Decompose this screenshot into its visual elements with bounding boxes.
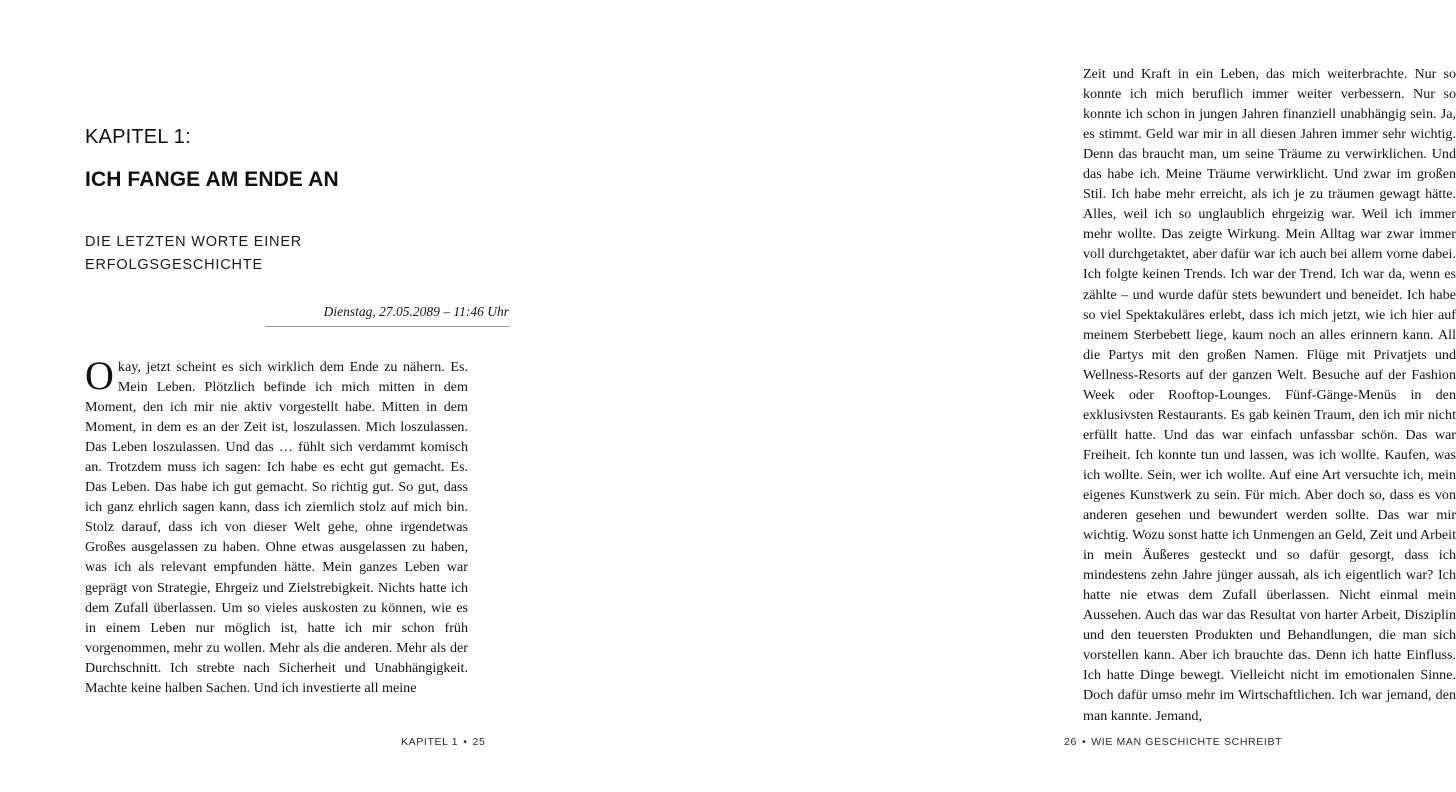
- chapter-heading-block: [85, 125, 485, 192]
- right-page: [510, 0, 1456, 792]
- left-column-text: [85, 353, 468, 698]
- footer-book-title: WIE MAN GESCHICHTE SCHREIBT: [1091, 736, 1283, 748]
- right-column-text: [1083, 64, 1456, 726]
- chapter-kicker: KAPITEL 1:: [85, 126, 191, 148]
- left-page-footer: [401, 736, 486, 748]
- subheading-line-2: ERFOLGSGESCHICHTE: [85, 257, 263, 274]
- chapter-subheading: [85, 231, 485, 278]
- footer-separator-icon: •: [1081, 736, 1087, 748]
- footer-chapter-label: KAPITEL 1: [401, 736, 459, 748]
- footer-page-number: 26: [1064, 736, 1077, 748]
- footer-page-number: 25: [472, 736, 486, 748]
- footer-separator-icon: •: [463, 736, 468, 748]
- entry-timestamp: Dienstag, 27.05.2089 – 11:46 Uhr: [323, 304, 509, 319]
- timestamp-block: [85, 303, 510, 327]
- timestamp-divider: [265, 326, 510, 327]
- left-page: [0, 0, 510, 792]
- subheading-line-1: DIE LETZTEN WORTE EINER: [85, 234, 303, 250]
- left-body-paragraph: Okay, jetzt scheint es sich wirklich dem Ende zu nähern. Es. Mein Leben. Plötzlich befinde ich mich mitten in dem Moment, den ich mir nie aktiv vorgestellt habe. Mitten in dem Moment, in dem es an der Zeit ist, loszulassen. Mich loszulassen. Das Leben loszulassen. Und das … fühlt sich verdammt komisch an. Trotzdem muss ich sagen: Ich habe es echt gut gemacht. Es. Das Leben. Das habe ich gut gemacht. So richtig gut. So gut, dass ich ganz ehrlich sagen kann, dass ich ziemlich stolz auf mich bin. Stolz darauf, dass ich von dieser Welt gehe, ohne irgendetwas Großes ausgelassen zu haben. Ohne etwas ausgelassen zu haben, was ich als relevant empfunden hätte. Mein ganzes Leben war geprägt von Strategie, Ehrgeiz und Zielstrebigkeit. Nichts hatte ich dem Zufall überlassen. Um so vieles auskosten zu können, wie es in einem Leben nur möglich ist, hatte ich mir schon früh vorgenommen, mehr zu wollen. Mehr als die anderen. Mehr als der Durchschnitt. Ich strebte nach Sicherheit und Unabhängigkeit. Machte keine halben Sachen. Und ich investierte all meine: [85, 353, 468, 696]
- right-page-footer: [1064, 736, 1282, 748]
- chapter-title: ICH FANGE AM ENDE AN: [85, 168, 339, 191]
- right-body-paragraph: Zeit und Kraft in ein Leben, das mich weiterbrachte. Nur so konnte ich mich beruflich immer weiter verbessern. Nur so konnte ich schon in jungen Jahren finanziell unabhängig sein. Ja, es stimmt. Geld war mir in all diesen Jahren immer sehr wichtig. Denn das braucht man, um seine Träume zu verwirklichen. Und das habe ich. Meine Träume verwirklicht. Und zwar im großen Stil. Ich habe mehr erreicht, als ich je zu träumen gewagt hätte. Alles, weil ich so unglaublich ehrgeizig war. Weil ich immer mehr wollte. Das zeigte Wirkung. Mein Alltag war zwar immer voll durchgetaktet, aber dafür war ich auch bei allem vorne dabei. Ich folgte keinen Trends. Ich war der Trend. Ich war da, wenn es zählte – und wurde dafür stets bewundert und beneidet. Ich habe so viel Spektakuläres erlebt, dass ich mich jetzt, wie ich hier auf meinem Sterbebett liege, kaum noch an alles erinnern kann. All die Partys mit den großen Namen. Flüge mit Privatjets und Wellness-Resorts auf der ganzen Welt. Besuche auf der Fashion Week oder Rooftop-Lounges. Fünf-Gänge-Menüs in den exklusivsten Restaurants. Es gab keinen Traum, den ich mir nicht erfüllt hatte. Und das war einfach unfassbar schön. Das war Freiheit. Ich konnte tun und lassen, was ich wollte. Kaufen, was ich wollte. Sein, wer ich wollte. Auf eine Art versuchte ich, mein eigenes Kunstwerk zu sein. Für mich. Aber doch so, dass es von anderen gesehen und bewundert werden sollte. Das war mir wichtig. Wozu sonst hatte ich Unmengen an Geld, Zeit und Arbeit in mein Äußeres gesteckt und so dafür gesorgt, dass ich mindestens zehn Jahre jünger aussah, als ich eigentlich war? Ich hatte nie etwas dem Zufall überlassen. Nicht einmal mein Aussehen. Auch das war das Resultat von harter Arbeit, Disziplin und den teuersten Produkten und Behandlungen, die man sich vorstellen kann. Aber ich brauchte das. Denn ich hatte Einfluss. Ich hatte Dinge bewegt. Vielleicht nicht im emotionalen Sinne. Doch dafür umso mehr im Wirtschaftlichen. Ich war jemand, den man kannte. Jemand,: [1083, 66, 1456, 724]
